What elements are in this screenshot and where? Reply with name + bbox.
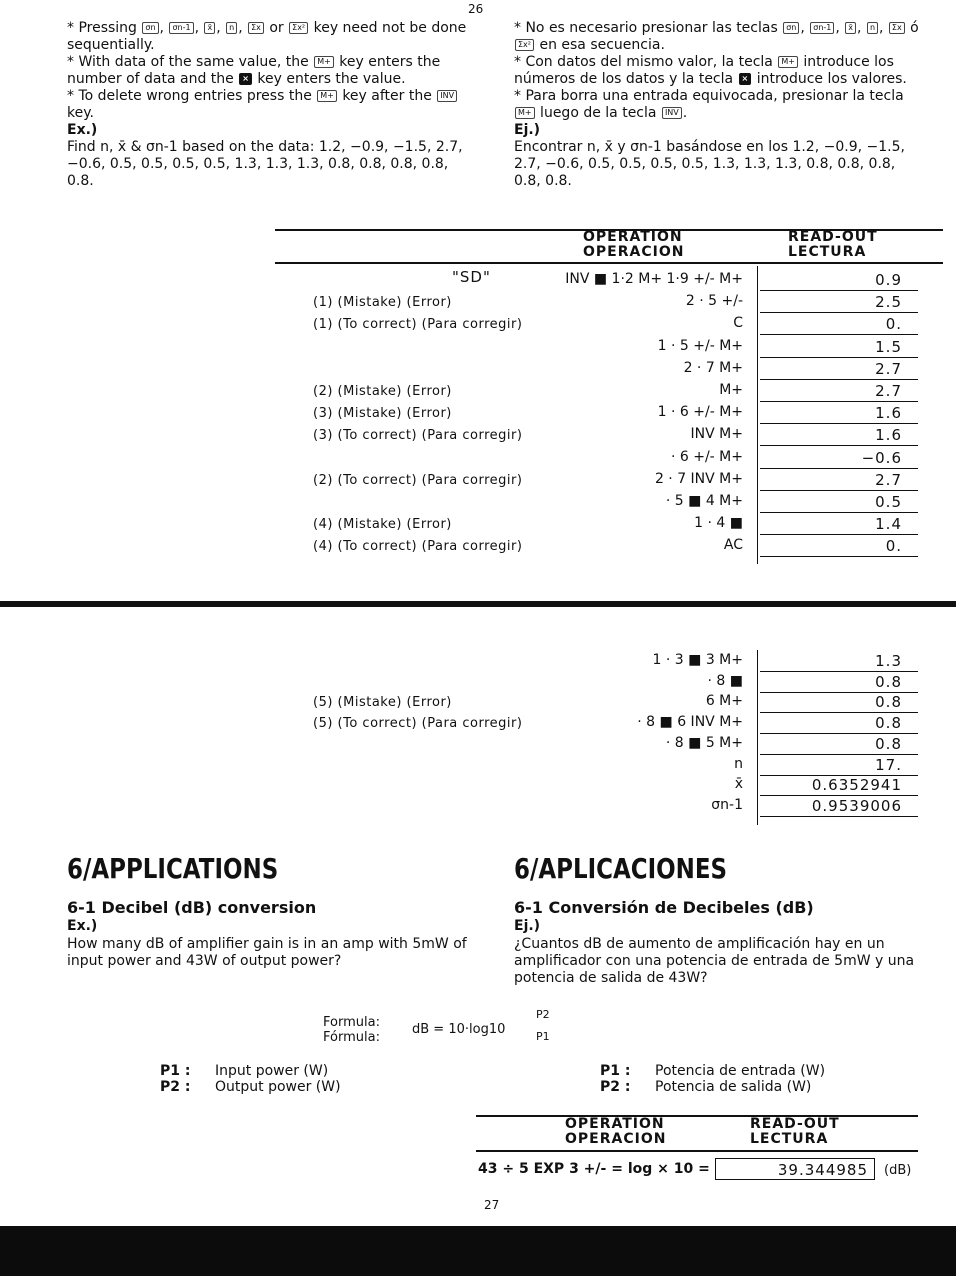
n-key-icon: n (226, 22, 237, 34)
readout-underline (760, 556, 918, 557)
row-operation: INV ■ 1·2 M+ 1·9 +/- M+ (565, 271, 743, 287)
row-label: (2) (To correct) (Para corregir) (313, 472, 523, 488)
en-note-1: * Pressing σn , σn-1 , x̄ , n , Σx or Σx² key need not be done sequentially. (67, 20, 467, 53)
readout-underline (760, 290, 918, 291)
es-ex-label: Ej.) (514, 122, 541, 138)
es-app-title: 6/APLICACIONES (514, 852, 728, 885)
readout-underline (760, 816, 918, 817)
formula-numerator: P2 (536, 1008, 550, 1021)
inv-key-icon: INV (437, 90, 457, 102)
en-ex-text: Find n, x̄ & σn-1 based on the data: 1.2, −0.9, −1.5, 2.7, −0.6, 0.5, 0.5, 0.5, 0.5, 1.3, 1.3, 1.3, 0.8, 0.8, 0.8, 0.8, 0.8. (67, 139, 463, 189)
es-note-1: * No es necesario presionar las teclas σn , σn-1 , x̄ , n , Σx ó Σx² en esa secuencia. (514, 20, 919, 53)
en-p-defs: Input power (W) Output power (W) (215, 1063, 341, 1095)
times-key-icon: × (239, 73, 252, 85)
sigma-n1-key-icon: σn-1 (810, 22, 834, 34)
readout-underline (760, 512, 918, 513)
readout-underline (760, 312, 918, 313)
readout-underline (760, 490, 918, 491)
row-readout: 0.5 (875, 493, 902, 511)
readout-underline (760, 423, 918, 424)
row-operation: C (733, 315, 743, 332)
row-operation: M+ (719, 382, 743, 398)
row-operation: 2 · 7 INV M+ (654, 470, 743, 487)
page-divider-band (0, 601, 956, 607)
xbar-key-icon: x̄ (845, 22, 856, 34)
row-operation: n (734, 755, 743, 772)
row-label: (3) (Mistake) (Error) (313, 406, 452, 422)
row-operation: · 8 ■ (707, 672, 743, 689)
sigmax-key-icon: Σx (889, 22, 905, 34)
sigma-n-key-icon: σn (142, 22, 158, 34)
row-operation: 2 · 7 M+ (683, 359, 743, 376)
mplus-key-icon: M+ (317, 90, 337, 102)
readout-underline (760, 534, 918, 535)
row-readout: 0.9 (875, 271, 902, 289)
row-readout: 2.7 (875, 359, 902, 378)
row-readout: 0.6352941 (811, 776, 902, 795)
sigmax2-key-icon: Σx² (515, 39, 534, 51)
row-readout: 1.6 (875, 404, 902, 423)
en-ex-label: Ex.) (67, 122, 98, 138)
row-operation: 1 · 6 +/- M+ (657, 404, 743, 421)
formula-denominator: P1 (536, 1030, 550, 1043)
n-key-icon: n (867, 22, 878, 34)
row-readout: 1.3 (875, 652, 902, 670)
page-number-top: 26 (468, 2, 484, 16)
es-app-subtitle: 6-1 Conversión de Decibeles (dB) (514, 898, 814, 917)
inv-key-icon: INV (662, 107, 682, 119)
bottom-band (0, 1226, 956, 1276)
es-note-3: * Para borra una entrada equivocada, presionar la tecla M+ luego de la tecla INV . (514, 88, 904, 121)
table3-operation: 43 ÷ 5 EXP 3 +/- = log × 10 = (478, 1161, 710, 1177)
es-app-text: ¿Cuantos dB de aumento de amplificación hay en un amplificador con una potencia de entrada de 5mW y una potencia de salida de 43W? (514, 936, 915, 986)
row-readout: 1.4 (875, 515, 902, 534)
readout-underline (760, 334, 918, 335)
readout-underline (760, 357, 918, 358)
row-label: (4) (To correct) (Para corregir) (313, 539, 523, 555)
row-operation: · 5 ■ 4 M+ (665, 493, 743, 509)
row-operation: · 8 ■ 5 M+ (665, 734, 743, 751)
table3-out-header: READ-OUT LECTURA (750, 1116, 840, 1147)
en-note-3: * To delete wrong entries press the M+ key after the INV key. (67, 88, 479, 122)
page-number-bottom: 27 (484, 1198, 500, 1212)
row-readout: −0.6 (861, 448, 902, 467)
table1-header-rule (275, 262, 943, 264)
row-readout: 0. (885, 315, 902, 334)
row-operation: 1 · 3 ■ 3 M+ (652, 652, 743, 668)
mplus-key-icon: M+ (314, 56, 334, 68)
table1-op-header: OPERATION OPERACION (583, 229, 685, 260)
es-notes (514, 20, 926, 190)
row-operation: σn-1 (711, 796, 743, 813)
sigmax2-key-icon: Σx² (289, 22, 308, 34)
readout-underline (760, 468, 918, 469)
table1-divider (757, 266, 758, 564)
row-readout: 0.9539006 (811, 796, 902, 815)
row-label: (4) (Mistake) (Error) (313, 517, 452, 533)
en-app-ex-label: Ex.) (67, 918, 98, 934)
row-readout: 2.5 (875, 293, 902, 312)
row-operation: x̄ (734, 776, 743, 793)
row-label: (2) (Mistake) (Error) (313, 384, 452, 399)
en-app-subtitle: 6-1 Decibel (dB) conversion (67, 898, 317, 917)
readout-underline (760, 379, 918, 380)
row-operation: INV M+ (690, 426, 743, 443)
sigma-n1-key-icon: σn-1 (169, 22, 193, 34)
row-operation: 1 · 4 ■ (694, 515, 743, 532)
row-label: (5) (Mistake) (Error) (313, 695, 452, 711)
readout-underline (760, 401, 918, 402)
es-note-2: * Con datos del mismo valor, la tecla M+ introduce los números de los datos y la tecla × introduce los valores. (514, 54, 907, 87)
en-app-title: 6/APPLICATIONS (67, 852, 279, 885)
row-readout: 0.8 (875, 693, 902, 712)
sigmax-key-icon: Σx (248, 22, 264, 34)
readout-underline (760, 445, 918, 446)
mplus-key-icon: M+ (515, 107, 535, 119)
table3-unit: (dB) (884, 1163, 912, 1178)
row-label: (1) (To correct) (Para corregir) (313, 317, 523, 333)
table1-out-header: READ-OUT LECTURA (788, 229, 878, 260)
row-label: (1) (Mistake) (Error) (313, 295, 452, 311)
row-readout: 0.8 (875, 734, 902, 753)
row-operation: AC (723, 537, 743, 554)
es-ex-text: Encontrar n, x̄ y σn-1 basándose en los 1.2, −0.9, −1.5, 2.7, −0.6, 0.5, 0.5, 0.5, 0.5, 1.3, 1.3, 1.3, 0.8, 0.8, 0.8, 0.8, 0.8. (514, 139, 905, 189)
mode-label: "SD" (452, 268, 491, 286)
row-operation: 1 · 5 +/- M+ (657, 337, 743, 354)
row-readout: 0.8 (875, 714, 902, 733)
xbar-key-icon: x̄ (204, 22, 215, 34)
es-app-ex-label: Ej.) (514, 918, 541, 934)
row-operation: · 8 ■ 6 INV M+ (637, 714, 743, 731)
row-operation: 6 M+ (705, 693, 743, 710)
row-readout: 0. (885, 537, 902, 556)
en-note-2: * With data of the same value, the M+ key enters the number of data and the × key enters the value. (67, 54, 441, 87)
table2-divider (757, 650, 758, 825)
row-readout: 0.8 (875, 672, 902, 691)
table3-top-rule (476, 1115, 918, 1117)
formula: dB = 10·log10 (412, 1022, 506, 1037)
row-label: (5) (To correct) (Para corregir) (313, 716, 523, 732)
row-readout: 17. (875, 755, 902, 774)
table3-op-header: OPERATION OPERACION (565, 1116, 667, 1147)
row-readout: 2.7 (875, 382, 902, 400)
table3-readout: 39.344985 (715, 1158, 875, 1180)
row-readout: 2.7 (875, 470, 902, 489)
es-p-defs: Potencia de entrada (W) Potencia de salida (W) (655, 1063, 826, 1095)
en-notes (67, 20, 479, 190)
row-label: (3) (To correct) (Para corregir) (313, 428, 523, 444)
row-operation: 2 · 5 +/- (685, 293, 743, 310)
times-key-icon: × (739, 73, 752, 85)
row-readout: 1.6 (875, 426, 902, 445)
row-operation: · 6 +/- M+ (670, 448, 743, 465)
es-p-symbols: P1 : P2 : (600, 1063, 631, 1095)
formula-labels: Formula: Fórmula: (323, 1015, 380, 1045)
en-app-text: How many dB of amplifier gain is in an amp with 5mW of input power and 43W of output power? (67, 936, 467, 969)
mplus-key-icon: M+ (778, 56, 798, 68)
sigma-n-key-icon: σn (783, 22, 799, 34)
en-p-symbols: P1 : P2 : (160, 1063, 191, 1095)
table3-header-rule (476, 1150, 918, 1152)
row-readout: 1.5 (875, 337, 902, 356)
